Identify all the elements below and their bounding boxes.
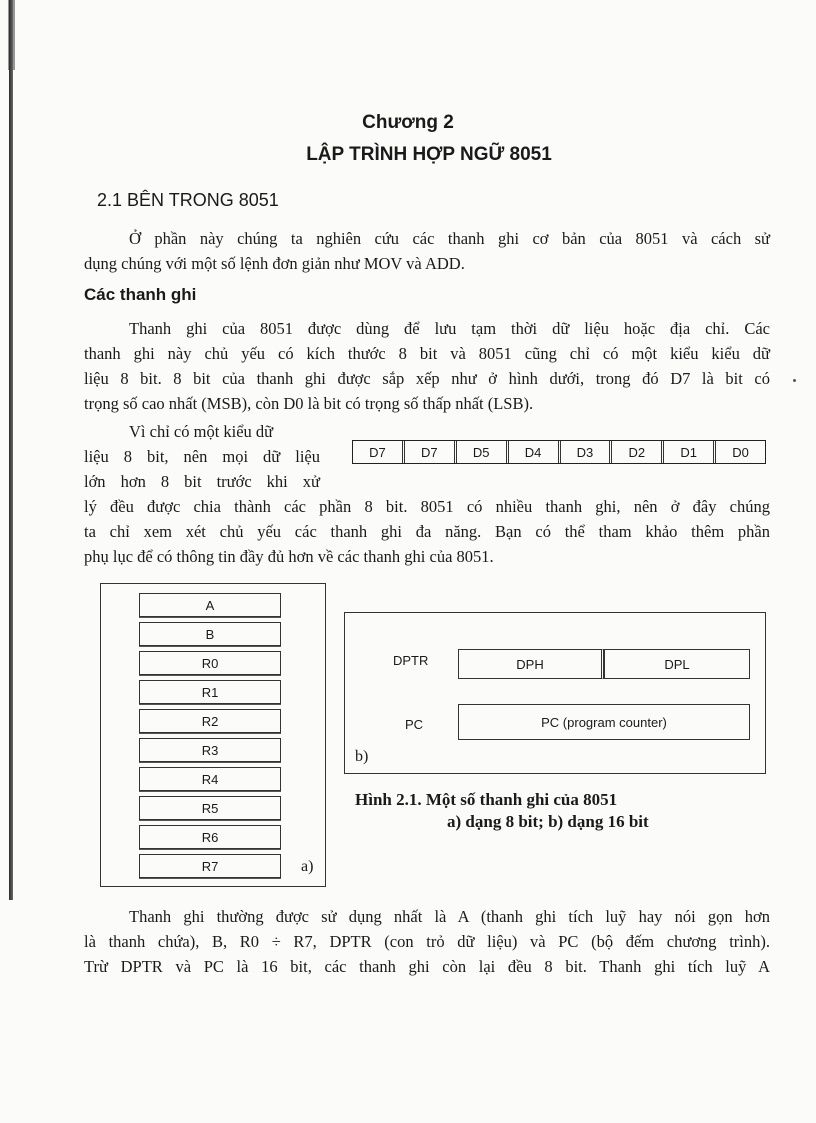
figure-caption bbox=[355, 789, 649, 833]
pc-box: PC (program counter) bbox=[458, 704, 750, 740]
paragraph-line: thanh ghi này chủ yếu có kích thước 8 bit và 8051 cũng chỉ có một kiểu kiểu dữ bbox=[84, 344, 770, 363]
chapter-subtitle: LẬP TRÌNH HỢP NGỮ 8051 bbox=[306, 144, 552, 165]
paragraph-line: Thanh ghi thường được sử dụng nhất là A (thanh ghi tích luỹ hay nói gọn hơn bbox=[129, 907, 770, 926]
paragraph-line: dụng chúng với một số lệnh đơn giản như MOV và ADD. bbox=[84, 254, 465, 273]
dpl-box: DPL bbox=[604, 649, 750, 679]
caption-line-1: Hình 2.1. Một số thanh ghi của 8051 bbox=[355, 790, 618, 809]
register-box: R4 bbox=[139, 767, 281, 791]
closing-paragraph bbox=[84, 904, 770, 979]
dph-box: DPH bbox=[458, 649, 604, 679]
bit-layout-row bbox=[352, 440, 766, 464]
register-box: R1 bbox=[139, 680, 281, 704]
register-box: R5 bbox=[139, 796, 281, 820]
registers-paragraph bbox=[84, 316, 770, 416]
bit-cell: D0 bbox=[732, 444, 749, 460]
caption-line-2: a) dạng 8 bit; b) dạng 16 bit bbox=[447, 812, 649, 831]
bit-cell: D1 bbox=[664, 441, 716, 463]
dptr-label: DPTR bbox=[393, 653, 429, 668]
bit-cell: D7 bbox=[405, 441, 457, 463]
register-stack bbox=[139, 593, 281, 883]
intro-paragraph bbox=[84, 226, 770, 276]
paragraph-line: Trừ DPTR và PC là 16 bit, các thanh ghi còn lại đều 8 bit. Thanh ghi tích luỹ A bbox=[84, 957, 770, 976]
register-box: R3 bbox=[139, 738, 281, 762]
paragraph-line: là thanh chứa), B, R0 ÷ R7, DPTR (con trỏ dữ liệu) và PC (bộ đếm chương trình). bbox=[84, 932, 770, 951]
chapter-title: Chương 2 bbox=[362, 112, 454, 133]
binding-edge bbox=[9, 0, 13, 900]
paragraph-line: liệu 8 bit. 8 bit của thanh ghi được sắp xếp như ở hình dưới, trong đó D7 là bit có bbox=[84, 369, 770, 388]
paragraph-line: Thanh ghi của 8051 được dùng để lưu tạm thời dữ liệu hoặc địa chỉ. Các bbox=[129, 319, 770, 338]
paragraph-line: Vì chỉ có một kiểu dữ bbox=[129, 422, 274, 441]
registers-heading: Các thanh ghi bbox=[84, 285, 197, 304]
wrap-paragraph-rest bbox=[84, 494, 770, 569]
bit-cell: D4 bbox=[509, 441, 561, 463]
figure-a-label: a) bbox=[301, 858, 314, 875]
register-box: R6 bbox=[139, 825, 281, 849]
figure-b-label: b) bbox=[355, 748, 369, 765]
figure-a-8bit-registers bbox=[100, 583, 326, 887]
wrap-paragraph-left bbox=[84, 419, 320, 494]
paragraph-line: phụ lục để có thông tin đầy đủ hơn về các thanh ghi của 8051. bbox=[84, 547, 494, 566]
bit-cell: D5 bbox=[457, 441, 509, 463]
section-heading: 2.1 BÊN TRONG 8051 bbox=[97, 190, 279, 210]
paragraph-line: trọng số cao nhất (MSB), còn D0 là bit có trọng số thấp nhất (LSB). bbox=[84, 394, 534, 413]
register-box: R0 bbox=[139, 651, 281, 675]
paragraph-line: liệu 8 bit, nên mọi dữ liệu bbox=[84, 447, 320, 466]
paragraph-line: lớn hơn 8 bit trước khi xử bbox=[84, 472, 320, 491]
figure-b-16bit-registers bbox=[344, 612, 766, 774]
register-box: B bbox=[139, 622, 281, 646]
paragraph-line: ta chỉ xem xét chủ yếu các thanh ghi đa năng. Bạn có thể tham khảo thêm phần bbox=[84, 522, 770, 541]
paragraph-line: lý đều được chia thành các phần 8 bit. 8051 có nhiều thanh ghi, nên ở đây chúng bbox=[84, 497, 770, 516]
bit-cell: D3 bbox=[561, 441, 613, 463]
pc-label: PC bbox=[405, 717, 424, 732]
bit-cell: D7 bbox=[353, 441, 405, 463]
register-box: A bbox=[139, 593, 281, 617]
paragraph-line: Ở phần này chúng ta nghiên cứu các thanh ghi cơ bản của 8051 và cách sử bbox=[129, 229, 770, 248]
register-box: R2 bbox=[139, 709, 281, 733]
register-box: R7 bbox=[139, 854, 281, 878]
bit-cell: D2 bbox=[612, 441, 664, 463]
margin-dot bbox=[793, 379, 796, 382]
